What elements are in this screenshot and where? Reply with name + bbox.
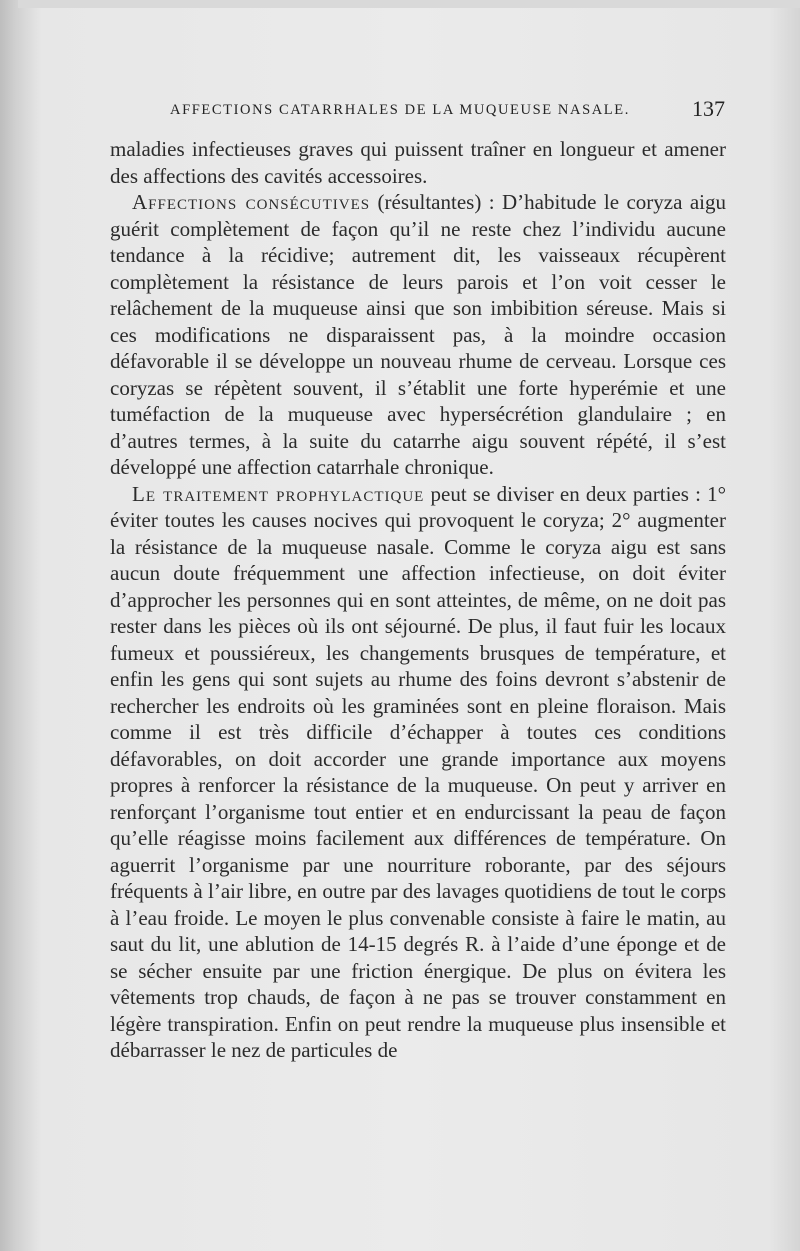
paragraph-text: peut se diviser en deux parties : 1° éviter toutes les causes nocives qui provoquent le coryza; 2° augmenter la résistance de la muqueuse nasale. Comme le coryza aigu est sans aucun doute fréquemment une affection infectieuse, on doit éviter d’approcher les personnes qui en sont atteintes, de même, on ne doit pas rester dans les pièces où ils ont séjourné. De plus, il faut fuir les locaux fumeux et poussiéreux, les changements brusques de température, et enfin les gens qui sont sujets au rhume des foins devront s’abstenir de rechercher les endroits où les graminées sont en pleine floraison. Mais comme il est très difficile d’échapper à toutes ces conditions défavorables, on doit accorder une grande importance aux moyens propres à renforcer la résistance de la muqueuse. On peut y arriver en renforçant l’organisme tout entier et en endurcissant la peau de façon qu’elle réagisse moins facilement aux différences de température. On aguerrit l’organisme par une nourriture roborante, par des séjours fréquents à l’air libre, en outre par des lavages quotidiens de tout le corps à l’eau froide. Le moyen le plus convenable consiste à faire le matin, au saut du lit, une ablution de 14-15 degrés R. à l’aide d’une éponge et de se sécher ensuite par une friction énergique. De plus on évitera les vêtements trop chauds, de façon à ne pas se trouver constamment en légère transpiration. Enfin on peut rendre la muqueuse plus insensible et débarrasser le nez de particules de bbox=[110, 481, 727, 1062]
body-text bbox=[110, 136, 726, 1064]
paragraph-text: maladies infectieuses graves qui puissent traîner en longueur et amener des affections des cavités accessoires. bbox=[110, 137, 726, 188]
page-number: 137 bbox=[692, 96, 725, 121]
paragraph-traitement-prophylactique bbox=[110, 481, 726, 1064]
running-title: AFFECTIONS CATARRHALES DE LA MUQUEUSE NASALE. bbox=[170, 102, 630, 118]
page-header bbox=[170, 96, 730, 126]
section-lead: Affections consécutives bbox=[132, 190, 371, 214]
scan-gutter bbox=[0, 0, 18, 1251]
paragraph-continuation bbox=[110, 136, 726, 189]
section-lead: Le traitement prophylactique bbox=[132, 481, 425, 506]
paragraph-text: (résultantes) : D’habitude le coryza aigu guérit complètement de façon qu’il ne reste chez l’individu aucune tendance à la récidive; autrement dit, les vaisseaux récupèrent complètement la résistance de leurs parois et l’on voit cesser le relâchement de la muqueuse ainsi que son imbibition séreuse. Mais si ces modifications ne disparaissent pas, à la moindre occasion défavorable il se développe un nouveau rhume de cerveau. Lorsque ces coryzas se répètent souvent, il s’établit une forte hyperémie et une tuméfaction de la muqueuse avec hypersécrétion glandulaire ; en d’autres termes, à la suite du catarrhe aigu souvent répété, il s’est développé une affection catarrhale chronique. bbox=[110, 190, 726, 479]
paragraph-affections-consecutives bbox=[110, 189, 726, 481]
